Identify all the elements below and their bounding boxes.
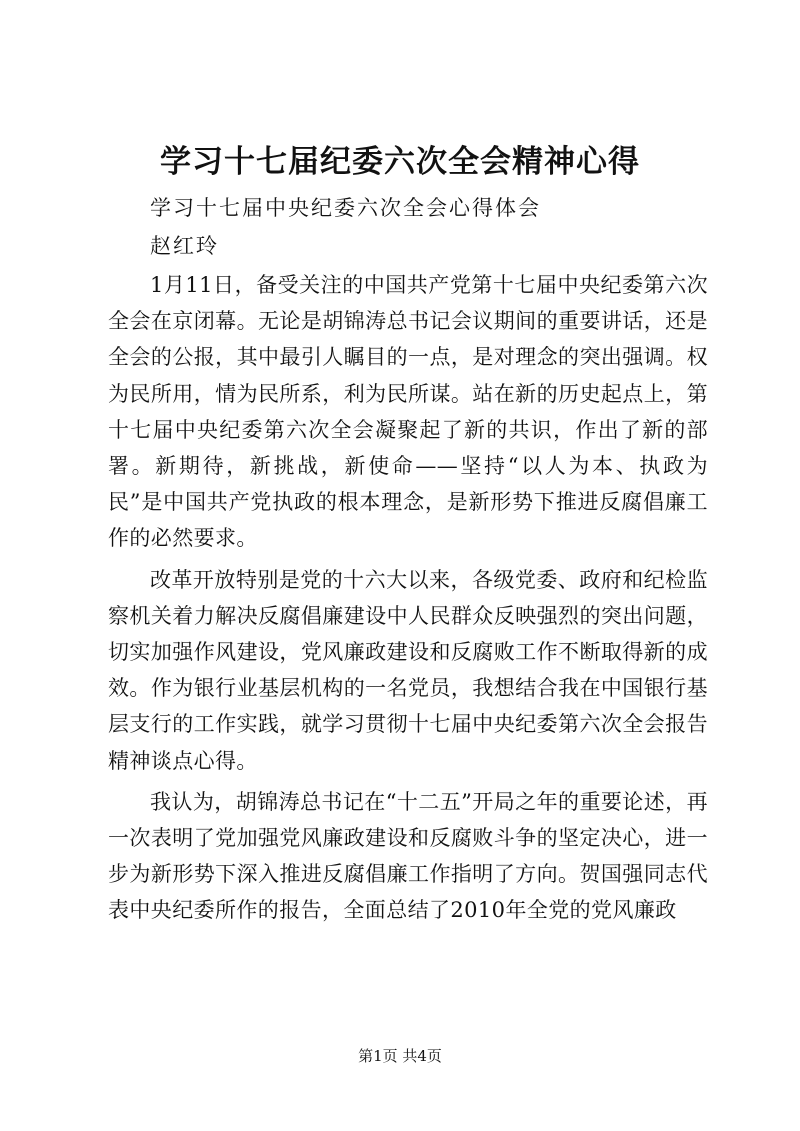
document-subtitle: 学习十七届中央纪委六次全会心得体会 — [150, 196, 541, 220]
author-name: 赵红玲 — [150, 234, 219, 258]
body-paragraph-3: 我认为，胡锦涛总书记在“十二五”开局之年的重要论述，再一次表明了党加强党风廉政建设和反腐败斗争的坚定决心，进一步为新形势下深入推进反腐倡廉工作指明了方向。贺国强同志代表中央纪委所作的报告，全面总结了2010年全党的党风廉政 — [108, 789, 708, 923]
body-paragraph-1: 1月11日，备受关注的中国共产党第十七届中央纪委第六次全会在京闭幕。无论是胡锦涛总书记会议期间的重要讲话，还是全会的公报，其中最引人瞩目的一点，是对理念的突出强调。权为民所用，情为民所系，利为民所谋。站在新的历史起点上，第十七届中央纪委第六次全会凝聚起了新的共识，作出了新的部署。新期待，新挑战，新使命——坚持“以人为本、执政为民”是中国共产党执政的根本理念，是新形势下推进反腐倡廉工作的必然要求。 — [108, 273, 708, 551]
page-number-footer: 第1页 共4页 — [358, 1047, 442, 1065]
document-body — [108, 267, 708, 934]
body-paragraph-2: 改革开放特别是党的十六大以来，各级党委、政府和纪检监察机关着力解决反腐倡廉建设中人民群众反映强烈的突出问题，切实加强作风建设，党风廉政建设和反腐败工作不断取得新的成效。作为银行业基层机构的一名党员，我想结合我在中国银行基层支行的工作实践，就学习贯彻十七届中央纪委第六次全会报告精神谈点心得。 — [108, 567, 708, 773]
document-title: 学习十七届纪委六次全会精神心得 — [160, 144, 640, 180]
